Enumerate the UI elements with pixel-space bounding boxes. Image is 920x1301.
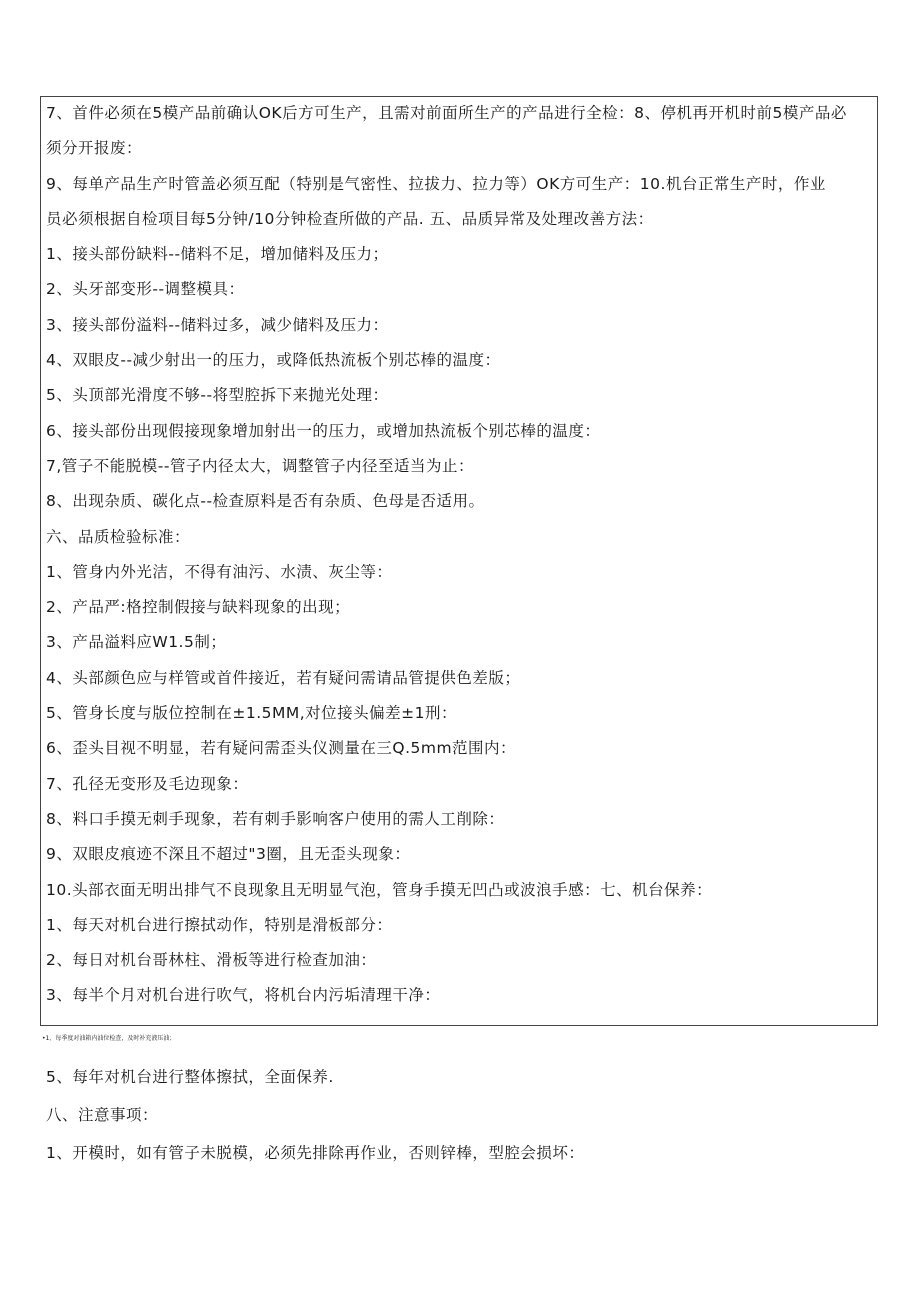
text-line: 2、每日对机台哥林柱、滑板等进行检查加油： xyxy=(46,951,377,970)
text-line: 10.头部衣面无明出排气不良现象且无明显气泡，管身手摸无凹凸或波浪手感：七、机台保养： xyxy=(46,880,713,899)
text-line: 2、产品严:格控制假接与缺料现象的出现； xyxy=(46,598,351,617)
text-line: 4、双眼皮--减少射出一的压力，或降低热流板个别芯棒的温度： xyxy=(46,351,501,370)
text-line: 7、孔径无变形及毛边现象： xyxy=(46,774,249,793)
text-line: 6、接头部份出现假接现象增加射出一的压力，或增加热流板个别芯棒的温度： xyxy=(46,421,601,440)
text-line: 1、接头部份缺料--储料不足，增加储料及压力； xyxy=(46,245,389,264)
text-line: 9、每单产品生产时管盖必须互配（特别是气密性、拉拔力、拉力等）OK方可生产：10.机台正常生产时，作业 xyxy=(46,174,826,193)
text-line: 4、头部颜色应与样管或首件接近，若有疑问需请品管提供色差版； xyxy=(46,668,521,687)
text-line: 1、开模时，如有管子未脱模，必须先排除再作业，否则锌棒，型腔会损坏： xyxy=(46,1144,585,1162)
text-line: 6、歪头目视不明显，若有疑问需歪头仪测量在三Q.5mm范围内： xyxy=(46,739,517,758)
text-line: 1、每天对机台进行擦拭动作，特别是滑板部分： xyxy=(46,915,393,934)
text-line: 8、料口手摸无刺手现象，若有刺手影响客户使用的需人工削除： xyxy=(46,809,505,828)
text-line: 9、双眼皮痕迹不深且不超过"3圈，且无歪头现象： xyxy=(46,845,411,864)
text-line: 员必须根据自检项目每5分钟/10分钟检查所做的产品. 五、品质异常及处理改善方法： xyxy=(46,209,654,228)
text-line: 2、头牙部变形--调整模具： xyxy=(46,280,245,299)
text-line: 8、出现杂质、碳化点--检查原料是否有杂质、色母是否适用。 xyxy=(46,492,485,511)
section-heading: 八、注意事项： xyxy=(46,1106,159,1124)
text-line: 5、每年对机台进行整体擦拭，全面保养. xyxy=(46,1068,334,1086)
text-line: 须分开报废： xyxy=(46,139,143,158)
text-line: 1、管身内外光洁，不得有油污、水渍、灰尘等： xyxy=(46,562,393,581)
text-line: 7,管子不能脱模--管子内径太大，调整管子内径至适当为止： xyxy=(46,456,474,475)
outside-content xyxy=(42,1030,874,1182)
text-line: 3、每半个月对机台进行吹气，将机台内污垢清理干净： xyxy=(46,986,441,1005)
boxed-content xyxy=(46,104,874,1022)
text-line: 3、接头部份溢料--储料过多，减少储料及压力： xyxy=(46,315,389,334)
text-line: 7、首件必须在5模产品前确认OK后方可生产，且需对前面所生产的产品进行全检：8、停机再开机时前5模产品必 xyxy=(46,104,847,122)
text-line: •1、每季度对油箱内油位检查，及时补充液压油； xyxy=(42,1035,176,1042)
section-heading: 六、品质检验标准： xyxy=(46,527,191,546)
text-line: 5、头顶部光滑度不够--将型腔拆下来抛光处理： xyxy=(46,386,389,405)
text-line: 5、管身长度与版位控制在±1.5MM,对位接头偏差±1刑： xyxy=(46,704,458,723)
text-line: 3、产品溢料应W1.5制； xyxy=(46,633,227,652)
